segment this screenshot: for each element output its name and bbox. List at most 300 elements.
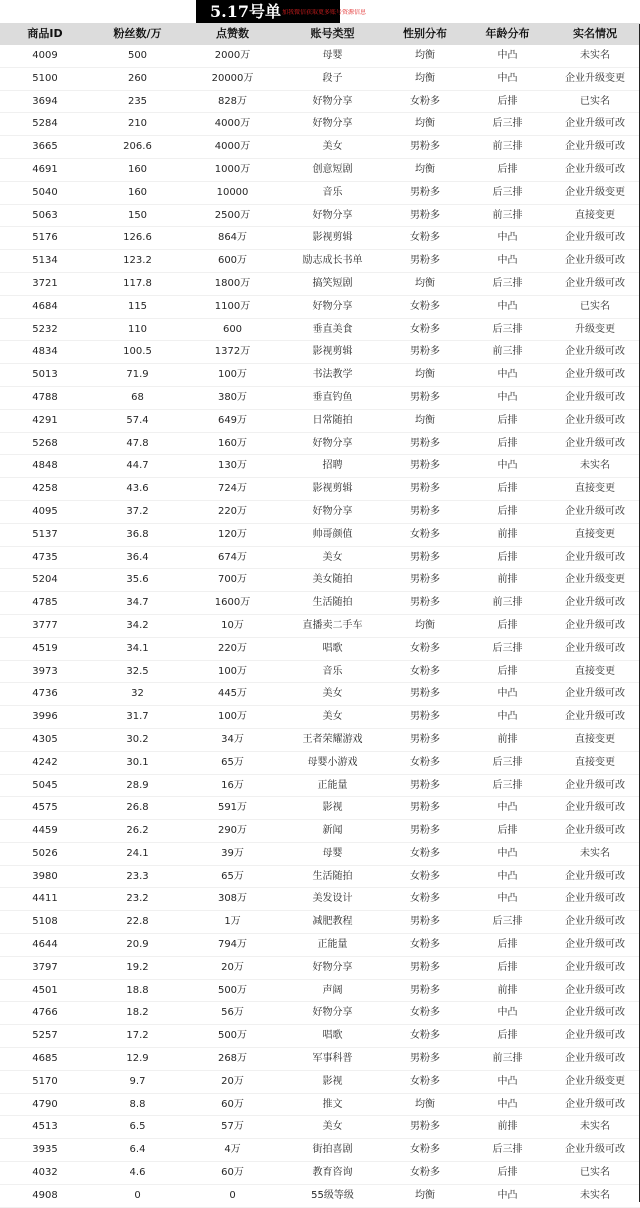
cell-likes: 4000万 — [214, 118, 251, 130]
cell-gender: 男粉多 — [410, 209, 440, 221]
cell-gender: 均衡 — [415, 50, 435, 61]
cell-verification: 企业升级可改 — [565, 551, 625, 563]
cell-product-id: 4834 — [32, 346, 58, 358]
cell-likes: 864万 — [217, 232, 248, 244]
cell-product-id: 5026 — [32, 847, 58, 859]
table-row — [0, 455, 640, 478]
cell-likes: 1800万 — [214, 277, 251, 289]
cell-age: 前排 — [497, 528, 518, 540]
cell-gender: 女粉多 — [410, 528, 440, 540]
table-row — [0, 957, 640, 980]
cell-followers: 260 — [127, 72, 148, 84]
table-row — [0, 364, 640, 387]
cell-age: 后排 — [497, 1167, 518, 1179]
cell-followers: 150 — [127, 209, 148, 221]
cell-followers: 500 — [127, 50, 148, 61]
cell-gender: 女粉多 — [410, 870, 440, 882]
cell-followers: 32.5 — [126, 665, 149, 677]
cell-account-type: 好物分享 — [312, 95, 353, 107]
cell-followers: 23.2 — [126, 893, 149, 905]
table-row — [0, 820, 640, 843]
cell-likes: 268万 — [217, 1053, 248, 1065]
cell-likes: 600 — [222, 323, 243, 335]
cell-age: 后三排 — [492, 779, 523, 791]
cell-verification: 企业升级可改 — [565, 916, 625, 928]
cell-account-type: 55级等级 — [311, 1189, 354, 1201]
cell-gender: 男粉多 — [410, 779, 440, 791]
cell-age: 中凸 — [497, 255, 518, 267]
table-row — [0, 159, 640, 182]
cell-account-type: 生活随拍 — [312, 597, 353, 609]
cell-followers: 123.2 — [123, 255, 152, 267]
cell-product-id: 4032 — [32, 1167, 58, 1179]
cell-likes: 60万 — [221, 1098, 244, 1110]
cell-product-id: 4766 — [32, 1007, 58, 1019]
cell-likes: 20000万 — [211, 72, 254, 84]
cell-age: 中凸 — [497, 1007, 518, 1019]
cell-product-id: 5257 — [32, 1030, 58, 1042]
cell-product-id: 3935 — [32, 1144, 58, 1156]
cell-likes: 20万 — [221, 961, 244, 973]
cell-verification: 企业升级变更 — [565, 72, 625, 84]
cell-likes: 220万 — [217, 642, 248, 654]
cell-likes: 100万 — [217, 711, 248, 723]
cell-verification: 企业升级可改 — [565, 505, 625, 517]
table-row — [0, 91, 640, 114]
cell-likes: 4000万 — [214, 141, 251, 153]
cell-likes: 56万 — [221, 1007, 244, 1019]
cell-likes: 794万 — [217, 939, 248, 951]
cell-product-id: 5268 — [32, 437, 58, 449]
cell-verification: 已实名 — [580, 95, 610, 107]
cell-account-type: 影视剪辑 — [312, 483, 353, 495]
table-row — [0, 911, 640, 934]
cell-account-type: 美发设计 — [312, 893, 353, 905]
cell-age: 前三排 — [492, 141, 523, 153]
cell-likes: 445万 — [217, 688, 248, 700]
cell-age: 前排 — [497, 574, 518, 586]
cell-account-type: 书法教学 — [312, 369, 353, 381]
table-row — [0, 68, 640, 91]
cell-account-type: 生活随拍 — [312, 870, 353, 882]
cell-gender: 均衡 — [415, 619, 435, 631]
cell-account-type: 好物分享 — [312, 300, 353, 312]
cell-gender: 男粉多 — [410, 460, 440, 472]
cell-followers: 47.8 — [126, 437, 149, 449]
cell-product-id: 4242 — [32, 756, 58, 768]
cell-age: 前三排 — [492, 597, 523, 609]
cell-followers: 110 — [127, 323, 148, 335]
cell-account-type: 唱歌 — [322, 1030, 343, 1042]
cell-verification: 企业升级可改 — [565, 141, 625, 153]
cell-followers: 68 — [131, 391, 144, 403]
table-row — [0, 205, 640, 228]
table-row — [0, 980, 640, 1003]
cell-likes: 600万 — [217, 255, 248, 267]
cell-product-id: 4685 — [32, 1053, 58, 1065]
cell-verification: 直接变更 — [575, 733, 615, 745]
cell-age: 后排 — [497, 95, 518, 107]
cell-account-type: 街拍喜剧 — [312, 1144, 353, 1156]
cell-gender: 女粉多 — [410, 665, 440, 677]
cell-age: 后三排 — [492, 916, 523, 928]
cell-verification: 直接变更 — [575, 483, 615, 495]
cell-product-id: 5040 — [32, 186, 58, 198]
cell-age: 中凸 — [497, 711, 518, 723]
cell-age: 后排 — [497, 163, 518, 175]
cell-product-id: 4095 — [32, 505, 58, 517]
cell-product-id: 5134 — [32, 255, 58, 267]
cell-age: 后三排 — [492, 1144, 523, 1156]
cell-followers: 26.8 — [126, 802, 149, 814]
cell-product-id: 5045 — [32, 779, 58, 791]
cell-verification: 企业升级可改 — [565, 1098, 625, 1110]
cell-age: 中凸 — [497, 369, 518, 381]
cell-account-type: 段子 — [322, 72, 343, 84]
cell-age: 后三排 — [492, 323, 523, 335]
cell-gender: 均衡 — [415, 414, 435, 426]
cell-followers: 0 — [134, 1189, 141, 1201]
cell-verification: 企业升级可改 — [565, 369, 625, 381]
cell-gender: 男粉多 — [410, 346, 440, 358]
cell-account-type: 减肥教程 — [312, 916, 353, 928]
cell-gender: 男粉多 — [410, 802, 440, 814]
cell-age: 中凸 — [497, 893, 518, 905]
cell-account-type: 正能量 — [317, 779, 348, 791]
cell-verification: 企业升级可改 — [565, 870, 625, 882]
cell-product-id: 4258 — [32, 483, 58, 495]
cell-gender: 女粉多 — [410, 642, 440, 654]
cell-followers: 26.2 — [126, 825, 149, 837]
table-row — [0, 1185, 640, 1208]
cell-gender: 男粉多 — [410, 984, 440, 996]
cell-verification: 企业升级变更 — [565, 1075, 625, 1087]
cell-followers: 37.2 — [126, 505, 149, 517]
cell-followers: 17.2 — [126, 1030, 149, 1042]
cell-followers: 43.6 — [126, 483, 149, 495]
cell-followers: 34.1 — [126, 642, 149, 654]
cell-product-id: 5170 — [32, 1075, 58, 1087]
table-row — [0, 797, 640, 820]
cell-likes: 828万 — [217, 95, 248, 107]
table-row — [0, 227, 640, 250]
cell-account-type: 励志成长书单 — [302, 255, 363, 267]
cell-likes: 1100万 — [214, 300, 251, 312]
cell-product-id: 4790 — [32, 1098, 58, 1110]
cell-gender: 男粉多 — [410, 186, 440, 198]
cell-age: 后排 — [497, 665, 518, 677]
cell-likes: 290万 — [217, 825, 248, 837]
cell-gender: 男粉多 — [410, 391, 440, 403]
cell-account-type: 美女 — [322, 1121, 343, 1133]
cell-age: 后排 — [497, 437, 518, 449]
cell-likes: 1万 — [224, 916, 241, 928]
cell-account-type: 垂直钓鱼 — [312, 391, 353, 403]
cell-likes: 4万 — [224, 1144, 241, 1156]
cell-age: 中凸 — [497, 460, 518, 472]
cell-followers: 35.6 — [126, 574, 149, 586]
cell-age: 后排 — [497, 551, 518, 563]
cell-likes: 674万 — [217, 551, 248, 563]
cell-gender: 均衡 — [415, 369, 435, 381]
table-row — [0, 1071, 640, 1094]
table-row — [0, 683, 640, 706]
cell-product-id: 4691 — [32, 163, 58, 175]
cell-gender: 女粉多 — [410, 1075, 440, 1087]
cell-account-type: 美女 — [322, 551, 343, 563]
cell-gender: 女粉多 — [410, 323, 440, 335]
cell-gender: 男粉多 — [410, 255, 440, 267]
cell-product-id: 4575 — [32, 802, 58, 814]
title-note: 加我微信获取更多账号资源信息 — [282, 9, 367, 16]
cell-age: 中凸 — [497, 50, 518, 61]
cell-gender: 女粉多 — [410, 756, 440, 768]
table-body — [0, 45, 640, 1208]
cell-product-id: 5204 — [32, 574, 58, 586]
cell-account-type: 王者荣耀游戏 — [302, 733, 363, 745]
cell-likes: 591万 — [217, 802, 248, 814]
cell-followers: 32 — [131, 688, 144, 700]
header-age: 年龄分布 — [485, 27, 530, 40]
cell-age: 前排 — [497, 984, 518, 996]
cell-followers: 36.8 — [126, 528, 149, 540]
cell-likes: 308万 — [217, 893, 248, 905]
cell-account-type: 正能量 — [317, 939, 348, 951]
table-row — [0, 524, 640, 547]
cell-age: 后三排 — [492, 277, 523, 289]
cell-account-type: 影视剪辑 — [312, 232, 353, 244]
header-gender: 性别分布 — [403, 27, 447, 40]
cell-product-id: 5137 — [32, 528, 58, 540]
cell-verification: 未实名 — [580, 847, 610, 859]
cell-verification: 企业升级可改 — [565, 825, 625, 837]
cell-account-type: 母婴 — [322, 847, 343, 859]
cell-followers: 30.2 — [126, 733, 149, 745]
cell-verification: 企业升级可改 — [565, 688, 625, 700]
header-verification: 实名情况 — [573, 27, 617, 40]
cell-verification: 直接变更 — [575, 756, 615, 768]
cell-gender: 男粉多 — [410, 711, 440, 723]
cell-gender: 均衡 — [415, 163, 435, 175]
cell-verification: 企业升级可改 — [565, 961, 625, 973]
cell-verification: 企业升级可改 — [565, 893, 625, 905]
cell-account-type: 帅哥颜值 — [312, 528, 353, 540]
cell-likes: 10万 — [221, 619, 244, 631]
cell-likes: 120万 — [217, 528, 248, 540]
cell-gender: 女粉多 — [410, 1007, 440, 1019]
cell-verification: 企业升级可改 — [565, 597, 625, 609]
cell-verification: 企业升级可改 — [565, 391, 625, 403]
cell-gender: 女粉多 — [410, 893, 440, 905]
cell-product-id: 5176 — [32, 232, 58, 244]
cell-verification: 企业升级可改 — [565, 619, 625, 631]
cell-product-id: 4513 — [32, 1121, 58, 1133]
cell-account-type: 垂直美食 — [312, 323, 353, 335]
cell-verification: 未实名 — [580, 1189, 610, 1201]
cell-gender: 男粉多 — [410, 916, 440, 928]
cell-likes: 2500万 — [214, 209, 251, 221]
header-product-id: 商品ID — [27, 27, 63, 40]
cell-verification: 企业升级可改 — [565, 779, 625, 791]
cell-age: 后三排 — [492, 186, 523, 198]
table-row — [0, 843, 640, 866]
table-row — [0, 752, 640, 775]
cell-age: 中凸 — [497, 802, 518, 814]
cell-age: 后排 — [497, 1030, 518, 1042]
cell-gender: 男粉多 — [410, 825, 440, 837]
cell-age: 中凸 — [497, 870, 518, 882]
cell-likes: 65万 — [221, 756, 244, 768]
cell-age: 后三排 — [492, 756, 523, 768]
cell-product-id: 5232 — [32, 323, 58, 335]
table-row — [0, 296, 640, 319]
cell-followers: 31.7 — [126, 711, 149, 723]
cell-gender: 男粉多 — [410, 437, 440, 449]
cell-gender: 男粉多 — [410, 141, 440, 153]
cell-account-type: 好物分享 — [312, 1007, 353, 1019]
cell-followers: 206.6 — [123, 141, 152, 153]
table-row — [0, 273, 640, 296]
cell-product-id: 4785 — [32, 597, 58, 609]
cell-account-type: 好物分享 — [312, 118, 353, 130]
cell-product-id: 5013 — [32, 369, 58, 381]
cell-verification: 企业升级可改 — [565, 939, 625, 951]
cell-verification: 企业升级可改 — [565, 1030, 625, 1042]
cell-product-id: 3665 — [32, 141, 58, 153]
table-row — [0, 1094, 640, 1117]
cell-verification: 企业升级可改 — [565, 346, 625, 358]
cell-verification: 企业升级可改 — [565, 984, 625, 996]
cell-verification: 企业升级变更 — [565, 574, 625, 586]
cell-gender: 男粉多 — [410, 1053, 440, 1065]
cell-age: 中凸 — [497, 1098, 518, 1110]
cell-age: 前排 — [497, 733, 518, 745]
cell-followers: 19.2 — [126, 961, 149, 973]
cell-verification: 直接变更 — [575, 209, 615, 221]
table-row — [0, 934, 640, 957]
cell-product-id: 4411 — [32, 893, 58, 905]
cell-account-type: 声阔 — [322, 984, 343, 996]
cell-likes: 16万 — [221, 779, 244, 791]
cell-verification: 企业升级可改 — [565, 711, 625, 723]
cell-likes: 65万 — [221, 870, 244, 882]
cell-gender: 均衡 — [415, 1189, 435, 1201]
table-row — [0, 775, 640, 798]
cell-account-type: 搞笑短剧 — [312, 277, 353, 289]
table-row — [0, 661, 640, 684]
cell-gender: 女粉多 — [410, 95, 440, 107]
cell-account-type: 推文 — [322, 1098, 343, 1110]
cell-followers: 4.6 — [129, 1167, 146, 1179]
table-row — [0, 547, 640, 570]
cell-verification: 企业升级可改 — [565, 118, 625, 130]
cell-gender: 均衡 — [415, 1098, 435, 1110]
cell-age: 中凸 — [497, 1189, 518, 1201]
cell-followers: 18.8 — [126, 984, 149, 996]
header-account-type: 账号类型 — [310, 27, 355, 40]
cell-likes: 130万 — [217, 460, 248, 472]
table-row — [0, 569, 640, 592]
cell-product-id: 4459 — [32, 825, 58, 837]
cell-likes: 20万 — [221, 1075, 244, 1087]
cell-account-type: 音乐 — [322, 665, 343, 677]
table-row — [0, 319, 640, 342]
cell-gender: 女粉多 — [410, 939, 440, 951]
table-row — [0, 1162, 640, 1185]
cell-account-type: 好物分享 — [312, 209, 353, 221]
cell-likes: 649万 — [217, 414, 248, 426]
cell-followers: 126.6 — [123, 232, 152, 244]
header-likes: 点赞数 — [216, 27, 249, 40]
cell-account-type: 招聘 — [322, 460, 343, 472]
cell-gender: 女粉多 — [410, 1167, 440, 1179]
cell-age: 后排 — [497, 505, 518, 517]
cell-gender: 男粉多 — [410, 733, 440, 745]
cell-followers: 12.9 — [126, 1053, 149, 1065]
cell-gender: 男粉多 — [410, 597, 440, 609]
cell-account-type: 日常随拍 — [312, 414, 353, 426]
cell-likes: 0 — [229, 1189, 236, 1201]
cell-product-id: 3980 — [32, 870, 58, 882]
table-row — [0, 433, 640, 456]
cell-verification: 企业升级可改 — [565, 163, 625, 175]
cell-followers: 23.3 — [126, 870, 149, 882]
table-row — [0, 410, 640, 433]
cell-followers: 6.5 — [129, 1121, 146, 1133]
cell-verification: 未实名 — [580, 50, 610, 61]
cell-age: 后排 — [497, 961, 518, 973]
cell-product-id: 4788 — [32, 391, 58, 403]
cell-likes: 160万 — [217, 437, 248, 449]
table-row — [0, 1025, 640, 1048]
cell-likes: 1600万 — [214, 597, 251, 609]
cell-verification: 未实名 — [580, 460, 610, 472]
table-row — [0, 1002, 640, 1025]
cell-verification: 未实名 — [580, 1121, 610, 1133]
cell-likes: 1372万 — [214, 346, 251, 358]
cell-product-id: 4519 — [32, 642, 58, 654]
cell-followers: 160 — [127, 163, 148, 175]
cell-likes: 700万 — [217, 574, 248, 586]
cell-followers: 117.8 — [123, 277, 152, 289]
cell-followers: 9.7 — [129, 1075, 146, 1087]
cell-followers: 115 — [127, 300, 148, 312]
table-row — [0, 638, 640, 661]
cell-gender: 男粉多 — [410, 505, 440, 517]
cell-account-type: 新闻 — [322, 825, 343, 837]
cell-age: 后排 — [497, 483, 518, 495]
cell-likes: 34万 — [221, 733, 244, 745]
table-row — [0, 1116, 640, 1139]
cell-age: 后排 — [497, 619, 518, 631]
cell-account-type: 美女 — [322, 688, 343, 700]
cell-verification: 企业升级可改 — [565, 642, 625, 654]
cell-followers: 57.4 — [126, 414, 149, 426]
cell-product-id: 3694 — [32, 95, 58, 107]
cell-account-type: 母婴小游戏 — [307, 756, 358, 768]
cell-age: 前三排 — [492, 1053, 523, 1065]
cell-followers: 160 — [127, 186, 148, 198]
cell-followers: 24.1 — [126, 847, 149, 859]
cell-product-id: 3777 — [32, 619, 58, 631]
cell-account-type: 母婴 — [322, 50, 343, 61]
cell-product-id: 5108 — [32, 916, 58, 928]
cell-likes: 380万 — [217, 391, 248, 403]
cell-verification: 已实名 — [580, 300, 610, 312]
cell-gender: 女粉多 — [410, 300, 440, 312]
table-row — [0, 1048, 640, 1071]
cell-product-id: 3797 — [32, 961, 58, 973]
